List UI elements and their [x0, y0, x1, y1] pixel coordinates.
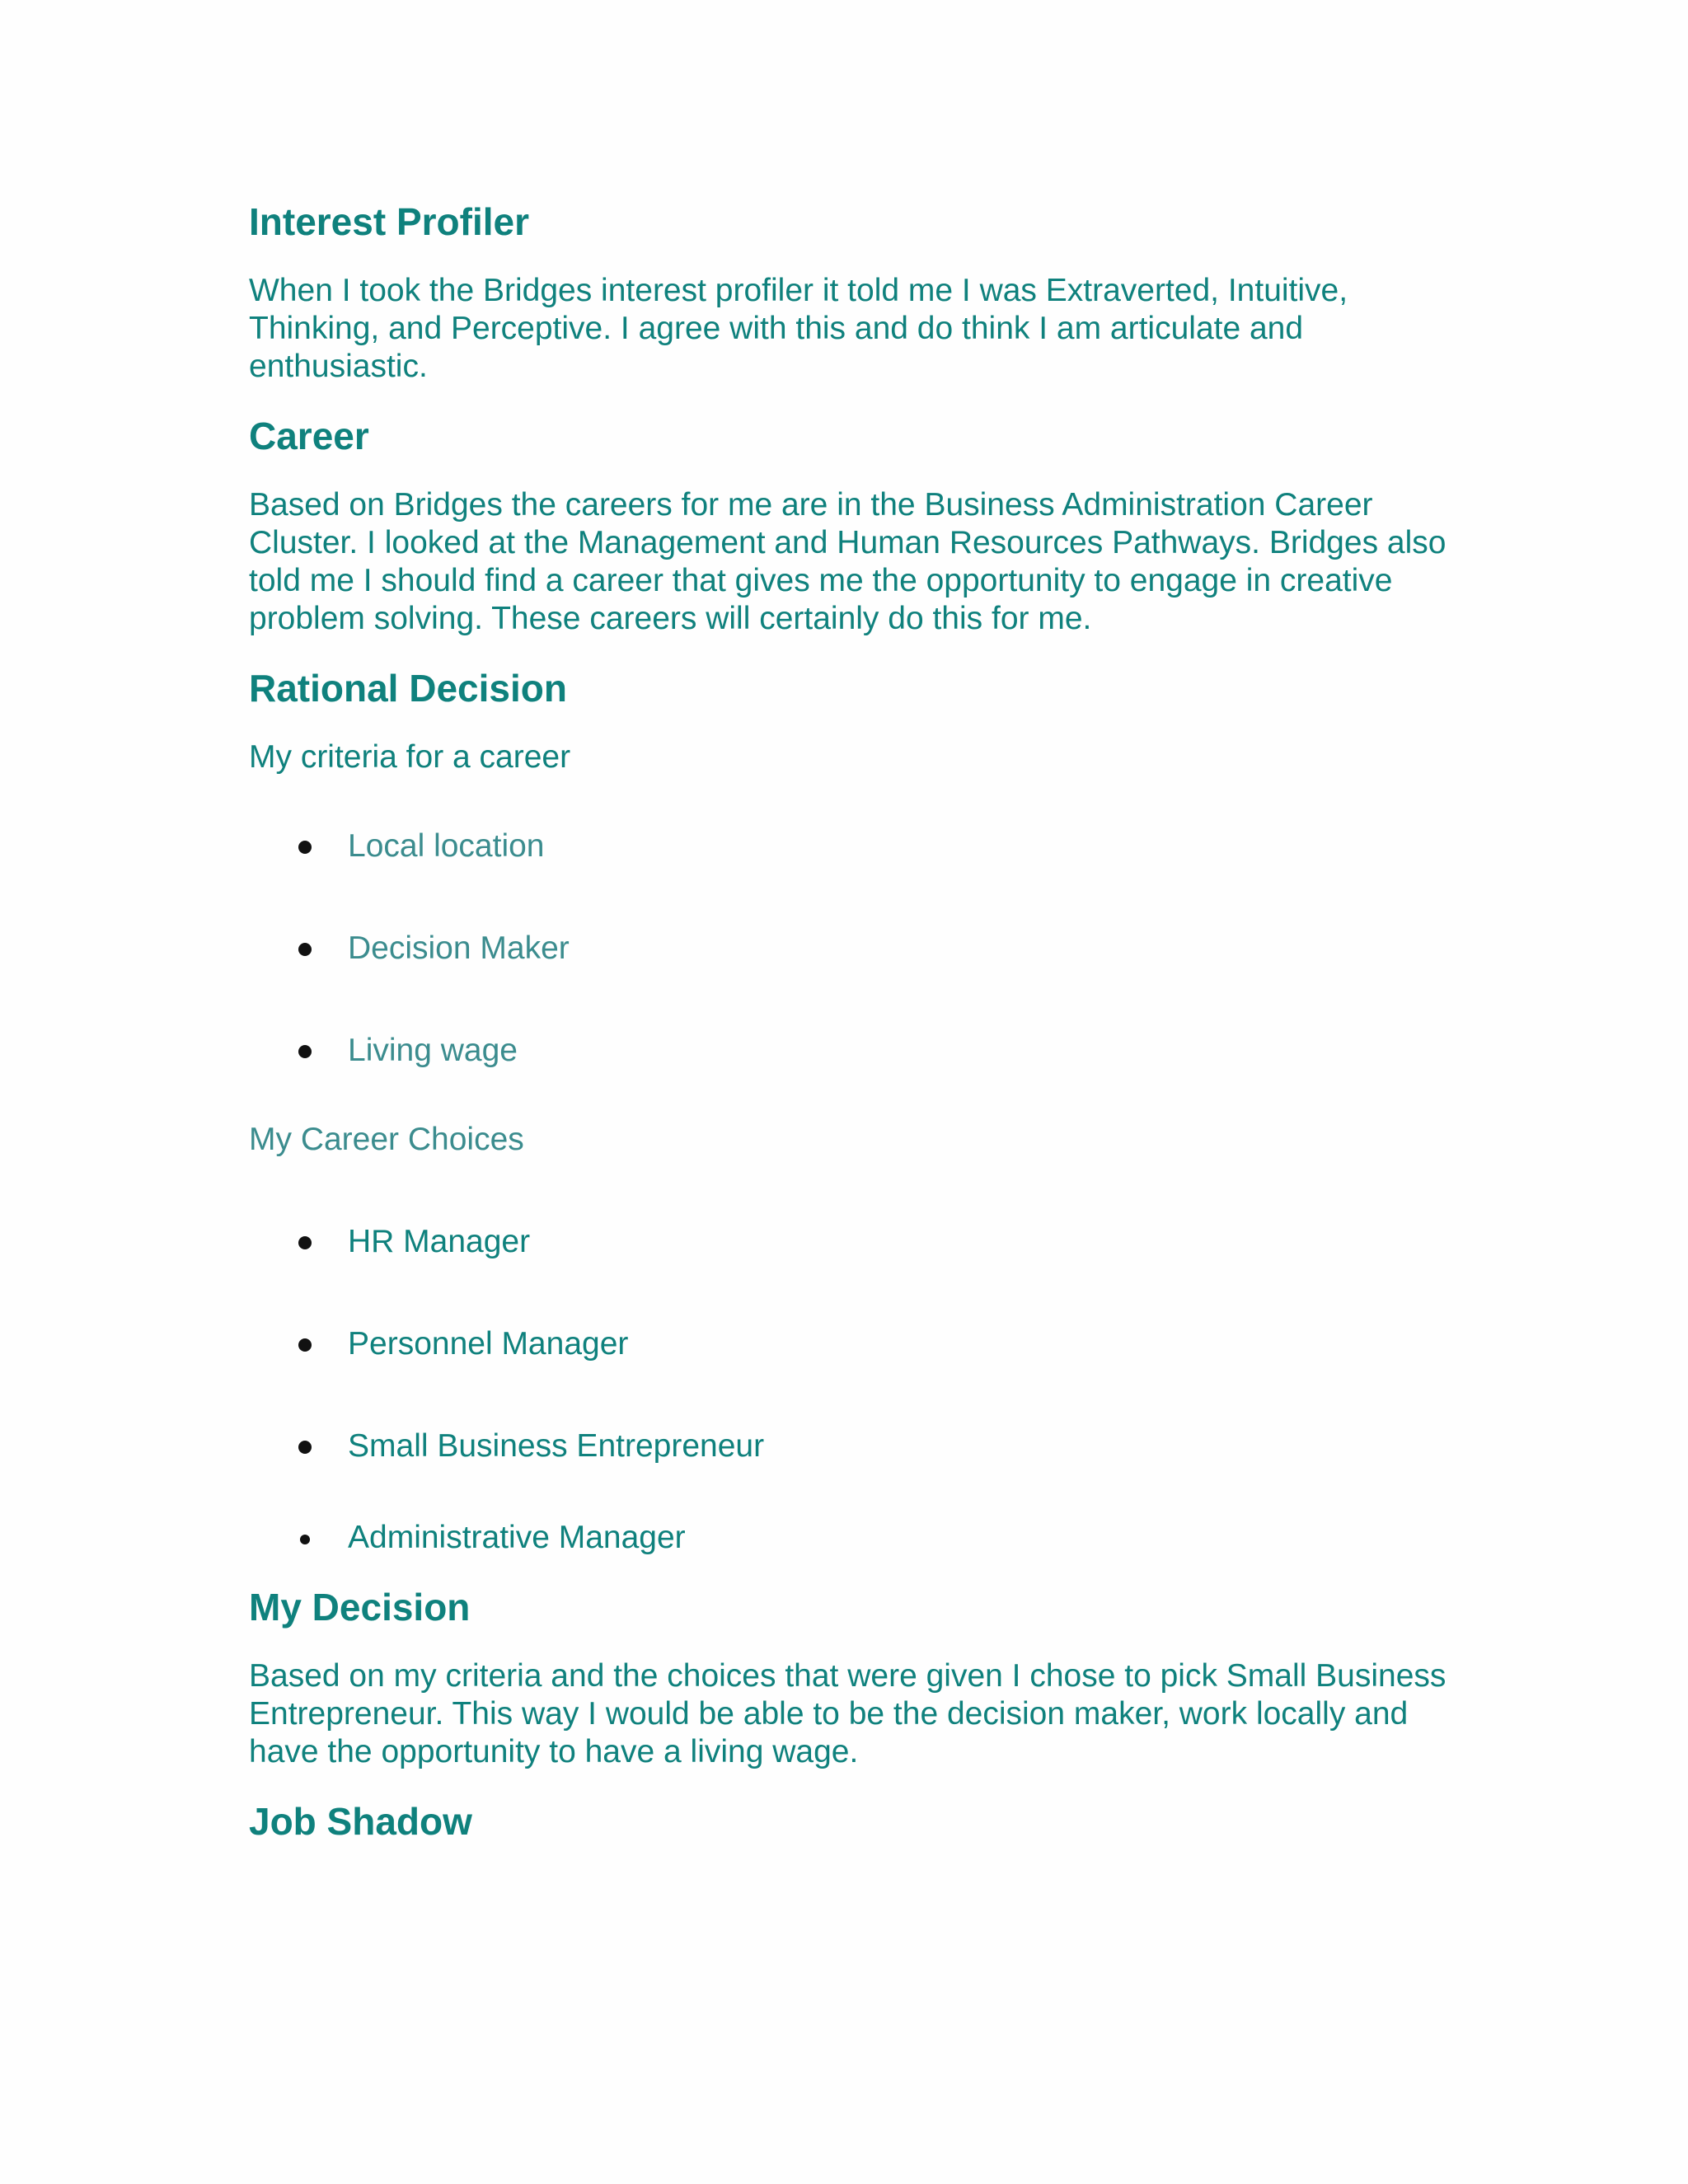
list-item — [249, 1427, 1461, 1465]
criteria-item-label: Living wage — [348, 1033, 518, 1068]
paragraph-my-decision: Based on my criteria and the choices that were given I chose to pick Small Business Entrepreneur. This way I would be able to be the decision maker, work locally and have the opportunity to have a living wage. — [249, 1658, 1447, 1769]
bullet-icon — [300, 1535, 310, 1544]
choices-intro: My Career Choices — [249, 1122, 524, 1157]
criteria-list — [249, 827, 1461, 1070]
bullet-icon — [298, 943, 312, 956]
heading-career: Career — [249, 415, 369, 457]
heading-rational-decision: Rational Decision — [249, 667, 567, 710]
paragraph-interest-profiler: When I took the Bridges interest profiler it told me I was Extraverted, Intuitive, Thinking, and Perceptive. I agree with this and do think I am articulate and enthusiastic. — [249, 273, 1348, 384]
choice-item-label: HR Manager — [348, 1224, 531, 1259]
list-item — [249, 1223, 1461, 1261]
document-body — [249, 199, 1461, 1844]
paragraph-career: Based on Bridges the careers for me are in the Business Administration Career Cluster. I looked at the Management and Human Resources Pathways. Bridges also told me I should find a career that gives me the opportunity to engage in creative problem solving. These careers will certainly do this for me. — [249, 487, 1447, 636]
choice-item-label: Small Business Entrepreneur — [348, 1428, 765, 1464]
list-item — [249, 1325, 1461, 1363]
bullet-icon — [298, 1338, 312, 1352]
criteria-item-label: Decision Maker — [348, 930, 570, 966]
heading-job-shadow: Job Shadow — [249, 1800, 472, 1843]
choice-item-label: Administrative Manager — [348, 1520, 686, 1555]
criteria-intro: My criteria for a career — [249, 739, 571, 775]
list-item — [249, 827, 1461, 865]
list-item — [249, 930, 1461, 968]
bullet-icon — [298, 1045, 312, 1058]
heading-my-decision: My Decision — [249, 1586, 471, 1629]
bullet-icon — [298, 1236, 312, 1249]
choices-list — [249, 1223, 1461, 1557]
list-item — [249, 1519, 1461, 1557]
bullet-icon — [298, 1441, 312, 1454]
list-item — [249, 1032, 1461, 1070]
choice-item-label: Personnel Manager — [348, 1326, 629, 1361]
bullet-icon — [298, 841, 312, 854]
heading-interest-profiler: Interest Profiler — [249, 200, 529, 243]
criteria-item-label: Local location — [348, 828, 545, 864]
